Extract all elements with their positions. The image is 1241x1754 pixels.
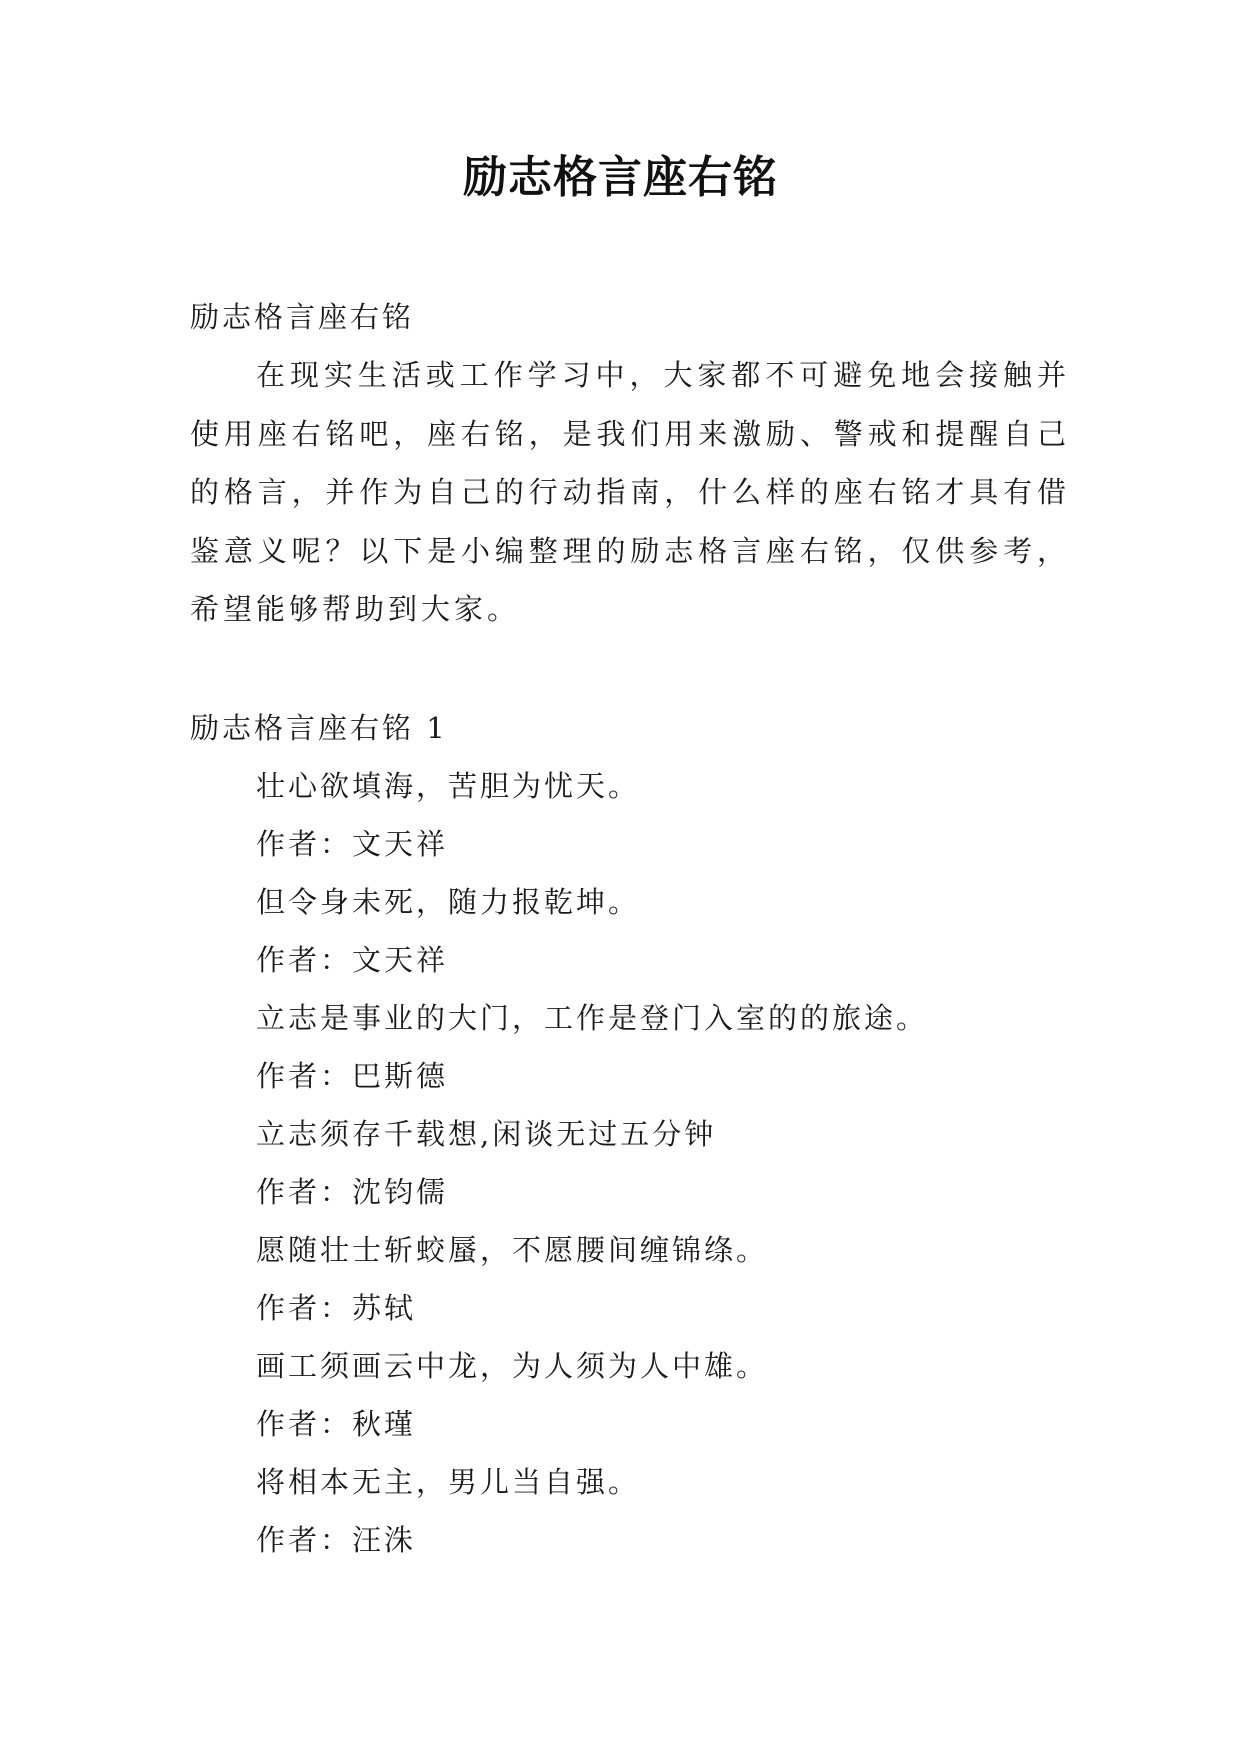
- quote-line: 立志是事业的大门，工作是登门入室的的旅途。: [256, 1000, 929, 1035]
- quote-line: 壮心欲填海，苦胆为忧天。: [256, 768, 641, 803]
- quote-line: 立志须存千载想,闲谈无过五分钟: [256, 1116, 717, 1151]
- quote-line: 将相本无主，男儿当自强。: [256, 1464, 641, 1499]
- quote-line: 愿随壮士斩蛟蜃，不愿腰间缠锦绦。: [256, 1232, 769, 1267]
- section-heading: 励志格言座右铭 1: [190, 710, 448, 745]
- quote-line: 画工须画云中龙，为人须为人中雄。: [256, 1348, 769, 1383]
- author-line: 作者：文天祥: [256, 826, 449, 861]
- author-line: 作者：汪洙: [256, 1522, 417, 1557]
- author-line: 作者：沈钧儒: [256, 1174, 449, 1209]
- intro-heading: 励志格言座右铭: [190, 300, 415, 334]
- quote-list: [190, 757, 1070, 1569]
- author-line: 作者：苏轼: [256, 1290, 417, 1325]
- quote-line: 但令身未死，随力报乾坤。: [256, 884, 641, 919]
- author-line: 作者：巴斯德: [256, 1058, 449, 1093]
- document-body: [190, 288, 1070, 1569]
- section-gap: [190, 639, 1070, 699]
- document-title: 励志格言座右铭: [463, 152, 778, 203]
- intro-paragraph: 在现实生活或工作学习中，大家都不可避免地会接触并使用座右铭吧，座右铭，是我们用来激励、警戒和提醒自己的格言，并作为自己的行动指南，什么样的座右铭才具有借鉴意义呢？以下是小编整理的励志格言座右铭，仅供参考，希望能够帮助到大家。: [190, 358, 1070, 626]
- author-line: 作者：文天祥: [256, 942, 449, 977]
- author-line: 作者：秋瑾: [256, 1406, 417, 1441]
